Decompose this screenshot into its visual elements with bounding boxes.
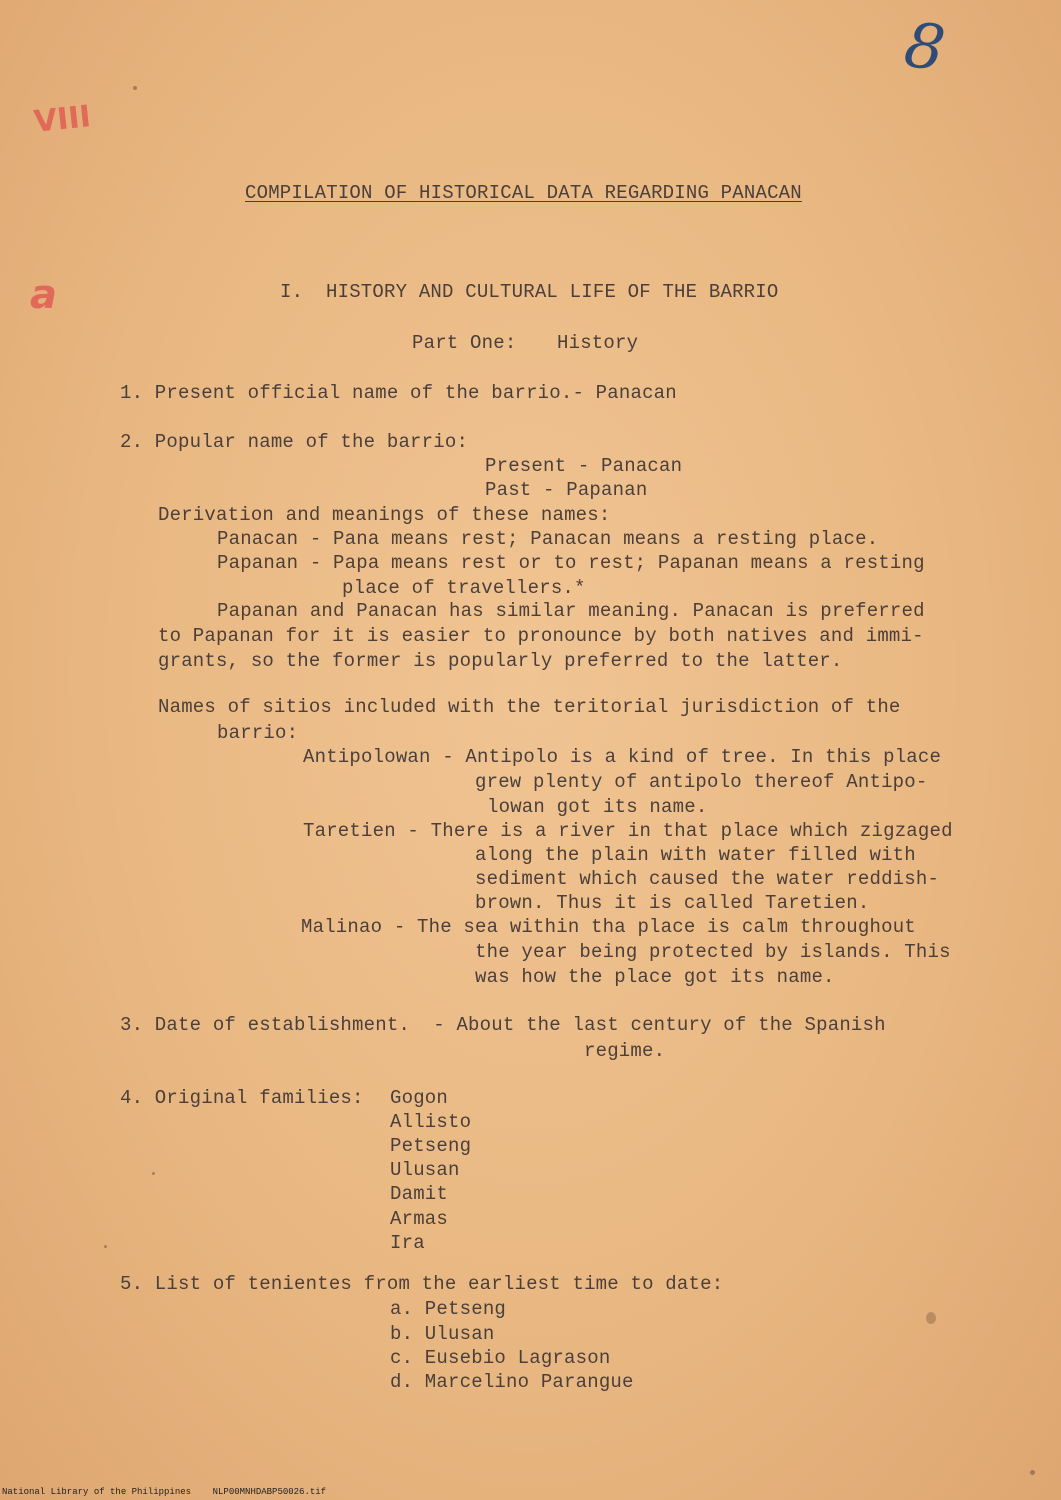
- stain: [104, 1245, 107, 1248]
- item-4-label: 4. Original families:: [120, 1087, 364, 1109]
- item-5-label: 5. List of tenientes from the earliest time to date:: [120, 1273, 724, 1295]
- sitio-taretien-2: along the plain with water filled with: [475, 844, 916, 866]
- red-roman-mark: VIII: [32, 99, 93, 140]
- stain: [133, 86, 137, 90]
- handwritten-page-number: 8: [900, 7, 950, 86]
- family-name: Petseng: [390, 1135, 472, 1157]
- section-heading: HISTORY AND CULTURAL LIFE OF THE BARRIO: [326, 281, 779, 303]
- item-2-label: 2. Popular name of the barrio:: [120, 431, 469, 453]
- meaning-paragraph-3: grants, so the former is popularly preferred to the latter.: [158, 650, 843, 672]
- sitio-taretien-3: sediment which caused the water reddish-: [475, 868, 940, 890]
- red-letter-mark: a: [30, 272, 57, 318]
- family-name: Damit: [390, 1183, 449, 1205]
- family-name: Gogon: [390, 1087, 449, 1109]
- section-number: I.: [280, 281, 304, 303]
- teniente-name: d. Marcelino Parangue: [390, 1371, 634, 1393]
- sitio-antipolowan-3: lowan got its name.: [487, 796, 708, 818]
- stain: [926, 1312, 936, 1324]
- meaning-paragraph-1: Papanan and Panacan has similar meaning. Panacan is preferred: [217, 600, 925, 622]
- sitio-taretien-4: brown. Thus it is called Taretien.: [475, 892, 870, 914]
- sitio-malinao-1: Malinao - The sea within tha place is calm throughout: [301, 916, 916, 938]
- document-title: COMPILATION OF HISTORICAL DATA REGARDING PANACAN: [245, 182, 802, 204]
- meaning-paragraph-2: to Papanan for it is easier to pronounce by both natives and immi-: [158, 625, 924, 647]
- item-2-present: Present - Panacan: [485, 455, 683, 477]
- papanan-meaning-1: Papanan - Papa means rest or to rest; Papanan means a resting: [217, 552, 925, 574]
- sitios-label-2: barrio:: [217, 722, 299, 744]
- family-name: Allisto: [390, 1111, 472, 1133]
- stain: [152, 1172, 155, 1175]
- sitios-label-1: Names of sitios included with the teritorial jurisdiction of the: [158, 696, 901, 718]
- part-name: History: [557, 332, 639, 354]
- derivation-label: Derivation and meanings of these names:: [158, 504, 611, 526]
- sitio-antipolowan-1: Antipolowan - Antipolo is a kind of tree. In this place: [303, 746, 942, 768]
- teniente-name: b. Ulusan: [390, 1323, 495, 1345]
- sitio-malinao-3: was how the place got its name.: [475, 966, 835, 988]
- item-3-line-2: regime.: [584, 1040, 666, 1062]
- item-3-line-1: 3. Date of establishment. - About the last century of the Spanish: [120, 1014, 886, 1036]
- sitio-antipolowan-2: grew plenty of antipolo thereof Antipo-: [475, 771, 928, 793]
- panacan-meaning: Panacan - Pana means rest; Panacan means a resting place.: [217, 528, 879, 550]
- family-name: Ira: [390, 1232, 425, 1254]
- family-name: Armas: [390, 1208, 449, 1230]
- stain: [1030, 1470, 1035, 1475]
- teniente-name: c. Eusebio Lagrason: [390, 1347, 611, 1369]
- item-2-past: Past - Papanan: [485, 479, 648, 501]
- part-label: Part One:: [412, 332, 517, 354]
- teniente-name: a. Petseng: [390, 1298, 507, 1320]
- scan-footer: National Library of the Philippines NLP00MNHDABP50026.tif: [2, 1487, 327, 1497]
- family-name: Ulusan: [390, 1159, 460, 1181]
- item-1: 1. Present official name of the barrio.- Panacan: [120, 382, 677, 404]
- sitio-malinao-2: the year being protected by islands. This: [475, 941, 951, 963]
- papanan-meaning-2: place of travellers.*: [342, 577, 586, 599]
- sitio-taretien-1: Taretien - There is a river in that place which zigzaged: [303, 820, 953, 842]
